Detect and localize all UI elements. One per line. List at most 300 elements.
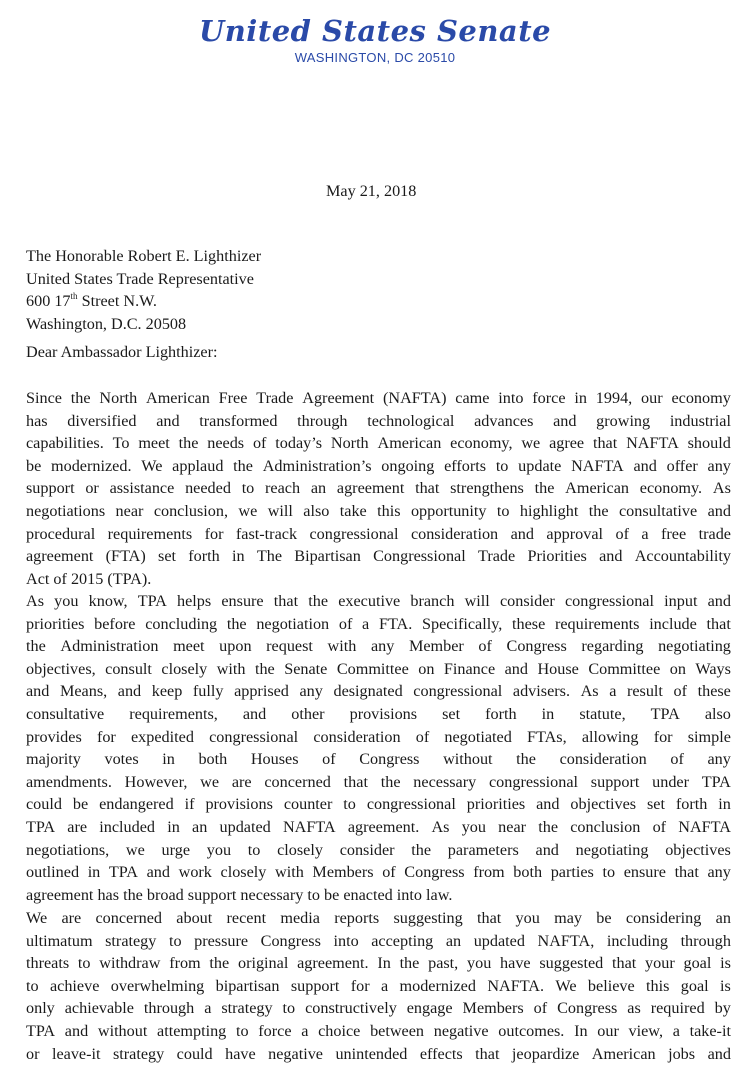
word: Specifically,: [421, 614, 503, 633]
word: a: [672, 1021, 680, 1040]
paragraph-line: [26, 410, 731, 433]
word: upon: [219, 637, 252, 656]
word: In: [377, 954, 391, 973]
word: believe: [587, 976, 635, 995]
word: your: [645, 954, 675, 973]
word: set: [442, 704, 461, 723]
word: be: [596, 909, 612, 927]
word: the: [516, 750, 536, 769]
word: FTAs,: [527, 727, 567, 746]
word: an: [192, 817, 208, 836]
word: came: [455, 389, 490, 407]
letter-date: May 21, 2018: [326, 182, 417, 200]
word: agree: [549, 434, 585, 453]
word: should: [687, 434, 731, 453]
word: from: [169, 954, 201, 973]
word: advisers.: [512, 682, 570, 701]
word: or: [85, 479, 99, 498]
word: updated: [219, 817, 271, 836]
letterhead-title: United States Senate: [198, 14, 552, 48]
word: is: [720, 976, 731, 995]
word: congressional: [489, 772, 579, 791]
word: effects: [419, 1044, 463, 1063]
word: ensure: [623, 863, 666, 882]
word: any: [707, 456, 731, 475]
word: pressure: [194, 931, 249, 950]
word: that: [611, 954, 637, 973]
paragraph-line: [26, 748, 731, 771]
word: capabilities.: [26, 434, 104, 453]
word: Senate: [284, 659, 328, 678]
body-paragraph-2: [26, 590, 731, 906]
paragraph-line: [26, 1043, 731, 1066]
word: advances: [474, 411, 534, 430]
word: of: [322, 750, 336, 769]
word: agreement: [336, 479, 405, 498]
word: NAFTA: [282, 817, 336, 836]
salutation: Dear Ambassador Lighthizer:: [26, 343, 218, 361]
word: of: [652, 817, 667, 836]
word: if: [184, 795, 195, 814]
word: consultative: [618, 501, 698, 520]
word: closely: [161, 659, 208, 678]
paragraph-line: [26, 975, 731, 998]
word: to: [602, 863, 616, 882]
word: that: [592, 434, 618, 453]
word: our: [641, 389, 663, 407]
paragraph-line: Act of 2015 (TPA).: [26, 569, 152, 588]
word: attempting: [157, 1021, 227, 1040]
word: consultative: [26, 704, 105, 723]
word: through: [297, 411, 348, 430]
word: as: [627, 999, 641, 1018]
word: closely: [220, 863, 267, 882]
word: conclusion: [570, 817, 641, 836]
street-ordinal-suffix: th: [70, 291, 78, 301]
word: into: [333, 931, 359, 950]
word: updated: [473, 931, 525, 950]
word: agreement.: [347, 817, 420, 836]
word: are: [67, 817, 88, 836]
word: withdraw: [99, 954, 161, 973]
word: opportunity: [410, 501, 487, 520]
word: and: [504, 659, 528, 678]
word: an: [445, 931, 462, 950]
word: economy.: [639, 479, 703, 498]
word: is: [720, 954, 731, 973]
word: achievable: [64, 999, 134, 1018]
word: that: [706, 614, 731, 633]
word: include: [649, 614, 697, 633]
word: technological: [367, 411, 455, 430]
word: strengthens: [450, 479, 524, 498]
word: suggested: [539, 954, 604, 973]
word: forth: [188, 547, 220, 566]
word: parameters: [447, 840, 519, 859]
paragraph-line: [26, 500, 731, 523]
word: between: [370, 1021, 425, 1040]
word: endangered: [99, 795, 174, 814]
word: near: [115, 501, 144, 520]
word: Means,: [59, 682, 108, 701]
word: votes: [104, 750, 139, 769]
word: are: [61, 909, 82, 927]
word: set: [158, 547, 176, 566]
word: regarding: [581, 637, 644, 656]
word: with: [327, 637, 357, 656]
word: any: [707, 863, 731, 882]
paragraph-line: [26, 771, 731, 794]
word: and: [707, 592, 731, 610]
word: with: [275, 863, 304, 882]
word: priorities: [466, 795, 526, 814]
word: and: [242, 704, 267, 723]
word: TPA: [108, 863, 138, 882]
word: to: [496, 501, 510, 520]
word: has: [26, 411, 48, 430]
word: under: [652, 772, 689, 791]
word: including: [606, 931, 668, 950]
word: fully: [192, 682, 224, 701]
word: negotiations,: [26, 840, 110, 859]
word: the: [209, 954, 230, 973]
word: to: [77, 954, 91, 973]
word: modernized: [399, 976, 476, 995]
word: meet: [138, 434, 170, 453]
word: forth: [485, 704, 517, 723]
word: without: [443, 750, 493, 769]
word: Trade: [256, 389, 294, 407]
word: of: [382, 863, 396, 882]
word: and: [156, 411, 180, 430]
word: of: [338, 614, 353, 633]
word: that: [674, 863, 699, 882]
word: the: [178, 434, 199, 453]
word: on: [669, 659, 686, 678]
word: we: [238, 501, 258, 520]
word: and: [26, 682, 50, 701]
word: Member: [408, 637, 464, 656]
word: Members: [312, 863, 374, 882]
letterhead: [0, 14, 750, 65]
word: agreement.: [297, 954, 369, 973]
word: transformed: [199, 411, 278, 430]
word: these: [512, 614, 546, 633]
word: of: [478, 637, 492, 656]
word: through: [143, 999, 195, 1018]
word: congressional: [309, 524, 399, 543]
word: needs: [207, 434, 245, 453]
word: required: [650, 999, 705, 1018]
word: industrial: [669, 411, 731, 430]
word: accepting: [371, 931, 434, 950]
word: negative: [433, 1021, 489, 1040]
word: could: [176, 1044, 213, 1063]
word: NAFTA: [678, 817, 731, 836]
word: congressional: [366, 795, 456, 814]
body-paragraph-3: [26, 907, 731, 1065]
word: Ways: [695, 659, 731, 678]
paragraph-line: [26, 839, 731, 862]
word: to: [495, 456, 509, 475]
word: in: [87, 863, 101, 882]
word: in: [232, 547, 245, 566]
word: that: [343, 772, 368, 791]
paragraph-line: agreement has the broad support necessary to be enacted into law.: [26, 885, 453, 904]
recipient-name: The Honorable Robert E. Lighthizer: [26, 247, 262, 265]
body-paragraph-1: [26, 387, 731, 590]
word: a: [609, 682, 617, 701]
paragraph-line: [26, 680, 731, 703]
word: efforts: [444, 456, 487, 475]
word: goal: [680, 976, 709, 995]
word: keep: [151, 682, 183, 701]
word: the: [399, 954, 420, 973]
word: Committee: [336, 659, 409, 678]
word: the: [254, 659, 275, 678]
word: the: [411, 840, 432, 859]
word: result: [626, 682, 663, 701]
word: objectives: [665, 840, 731, 859]
word: highlight: [519, 501, 579, 520]
paragraph-line: [26, 613, 731, 636]
word: requirements: [107, 524, 193, 543]
word: are: [231, 772, 252, 791]
word: concerned: [95, 909, 163, 927]
word: TPA: [26, 1021, 56, 1040]
word: unintended: [335, 1044, 408, 1063]
word: any: [707, 750, 731, 769]
word: We: [555, 976, 577, 995]
paragraph-line: [26, 523, 731, 546]
word: offer: [666, 456, 698, 475]
word: of: [615, 524, 629, 543]
word: ongoing: [381, 456, 435, 475]
word: requirements,: [129, 704, 218, 723]
word: In: [574, 1021, 588, 1040]
word: congressional: [209, 727, 299, 746]
paragraph-line: [26, 997, 731, 1020]
word: We: [141, 456, 163, 475]
word: through: [680, 931, 731, 950]
word: for: [350, 976, 370, 995]
recipient-street: [26, 290, 261, 313]
word: the: [26, 637, 46, 656]
word: and: [707, 501, 731, 520]
word: you: [206, 840, 232, 859]
word: of: [415, 727, 430, 746]
word: we: [521, 434, 541, 453]
word: ultimatum: [26, 931, 93, 950]
paragraph-line: [26, 861, 731, 884]
word: threats: [26, 954, 70, 973]
word: and: [64, 1021, 89, 1040]
word: negotiation: [256, 614, 330, 633]
word: meet: [173, 637, 205, 656]
word: amendments.: [26, 772, 112, 791]
word: TPA: [650, 704, 680, 723]
word: in: [162, 750, 175, 769]
word: reports: [334, 909, 380, 927]
word: fast-track: [235, 524, 298, 543]
word: without: [97, 1021, 148, 1040]
word: assistance: [109, 479, 175, 498]
word: have: [500, 954, 531, 973]
word: concerned: [264, 772, 331, 791]
word: a: [204, 999, 212, 1018]
word: TPA: [701, 772, 731, 791]
word: support: [590, 772, 640, 791]
word: other: [291, 704, 325, 723]
word: considering: [625, 909, 702, 927]
word: Accountability: [634, 547, 731, 566]
paragraph-line: [26, 930, 731, 953]
word: Since: [26, 389, 62, 407]
word: take: [339, 501, 367, 520]
word: Houses: [250, 750, 299, 769]
word: the: [70, 389, 91, 407]
word: approval: [546, 524, 604, 543]
word: of: [533, 999, 548, 1018]
word: the: [226, 614, 247, 633]
word: past,: [428, 954, 459, 973]
word: any: [299, 682, 323, 701]
word: congressional: [564, 592, 654, 610]
word: consideration: [313, 727, 401, 746]
paragraph-line: [26, 703, 731, 726]
word: jeopardize: [511, 1044, 580, 1063]
word: Bipartisan: [294, 547, 361, 566]
word: bipartisan: [215, 976, 280, 995]
recipient-address-block: [26, 245, 261, 335]
word: expedited: [131, 727, 194, 746]
word: necessary: [413, 772, 477, 791]
word: for: [204, 524, 224, 543]
word: negotiating: [575, 840, 649, 859]
word: the: [308, 592, 329, 610]
word: an: [310, 479, 327, 498]
word: about: [176, 909, 213, 927]
paragraph-line: [26, 477, 731, 500]
word: goal: [683, 954, 712, 973]
word: conclusion,: [153, 501, 228, 520]
word: that: [415, 479, 440, 498]
word: majority: [26, 750, 81, 769]
word: and: [510, 524, 534, 543]
word: of: [252, 434, 267, 453]
word: these: [697, 682, 731, 701]
word: NAFTA: [626, 434, 679, 453]
word: set: [646, 795, 665, 814]
word: TPA: [137, 592, 167, 610]
word: to: [247, 840, 261, 859]
paragraph-line: [26, 387, 731, 410]
word: simple: [687, 727, 731, 746]
word: into: [498, 389, 524, 407]
word: and: [633, 456, 657, 475]
word: American: [591, 1044, 656, 1063]
word: to: [241, 479, 255, 498]
word: TPA: [26, 817, 56, 836]
word: However,: [124, 772, 188, 791]
word: force: [532, 389, 566, 407]
letterhead-address: WASHINGTON, DC 20510: [294, 50, 456, 65]
word: you: [461, 817, 486, 836]
recipient-title: United States Trade Representative: [26, 269, 254, 288]
word: or: [26, 1044, 40, 1063]
word: we: [125, 840, 145, 859]
word: suggesting: [393, 909, 463, 927]
word: and: [146, 863, 170, 882]
word: growing: [596, 411, 651, 430]
word: to: [282, 999, 296, 1018]
word: strategy: [112, 1044, 165, 1063]
word: branch: [410, 592, 455, 610]
word: Congressional: [373, 547, 466, 566]
word: Free: [218, 389, 248, 407]
word: Congress: [359, 750, 420, 769]
word: consider: [499, 592, 555, 610]
word: As: [580, 682, 599, 701]
word: negotiating: [658, 637, 731, 656]
word: free: [661, 524, 687, 543]
word: request: [266, 637, 313, 656]
word: applaud: [172, 456, 224, 475]
word: may: [554, 909, 582, 927]
paragraph-line: [26, 793, 731, 816]
word: negative: [268, 1044, 323, 1063]
word: (FTA): [105, 547, 146, 566]
word: counter: [283, 795, 333, 814]
word: executive: [338, 592, 401, 610]
word: concluding: [145, 614, 218, 633]
word: Congress: [404, 863, 465, 882]
word: with: [216, 659, 246, 678]
word: engage: [406, 999, 453, 1018]
word: constructively: [305, 999, 397, 1018]
word: the: [233, 456, 253, 475]
word: parties: [550, 863, 594, 882]
word: negotiated: [444, 727, 512, 746]
word: provisions: [205, 795, 273, 814]
word: NAFTA: [571, 456, 624, 475]
paragraph-line: [26, 590, 731, 613]
word: work: [178, 863, 212, 882]
word: consideration: [559, 750, 647, 769]
word: the: [538, 817, 559, 836]
word: original: [237, 954, 289, 973]
word: strategy: [105, 931, 157, 950]
word: any: [370, 637, 395, 656]
word: achieve: [49, 976, 100, 995]
word: before: [94, 614, 136, 633]
word: requirements: [554, 614, 640, 633]
word: Congress: [506, 637, 567, 656]
word: this: [377, 501, 401, 520]
word: the: [380, 772, 401, 791]
word: Committee: [588, 659, 661, 678]
word: consult: [105, 659, 152, 678]
word: North: [330, 434, 369, 453]
word: take-it: [689, 1021, 731, 1040]
word: that: [476, 909, 502, 927]
word: outcomes.: [498, 1021, 565, 1040]
recipient-city: Washington, D.C. 20508: [26, 314, 187, 333]
word: The: [256, 547, 283, 566]
word: included: [99, 817, 156, 836]
street-number: 600 17: [26, 292, 71, 310]
word: on: [418, 659, 435, 678]
